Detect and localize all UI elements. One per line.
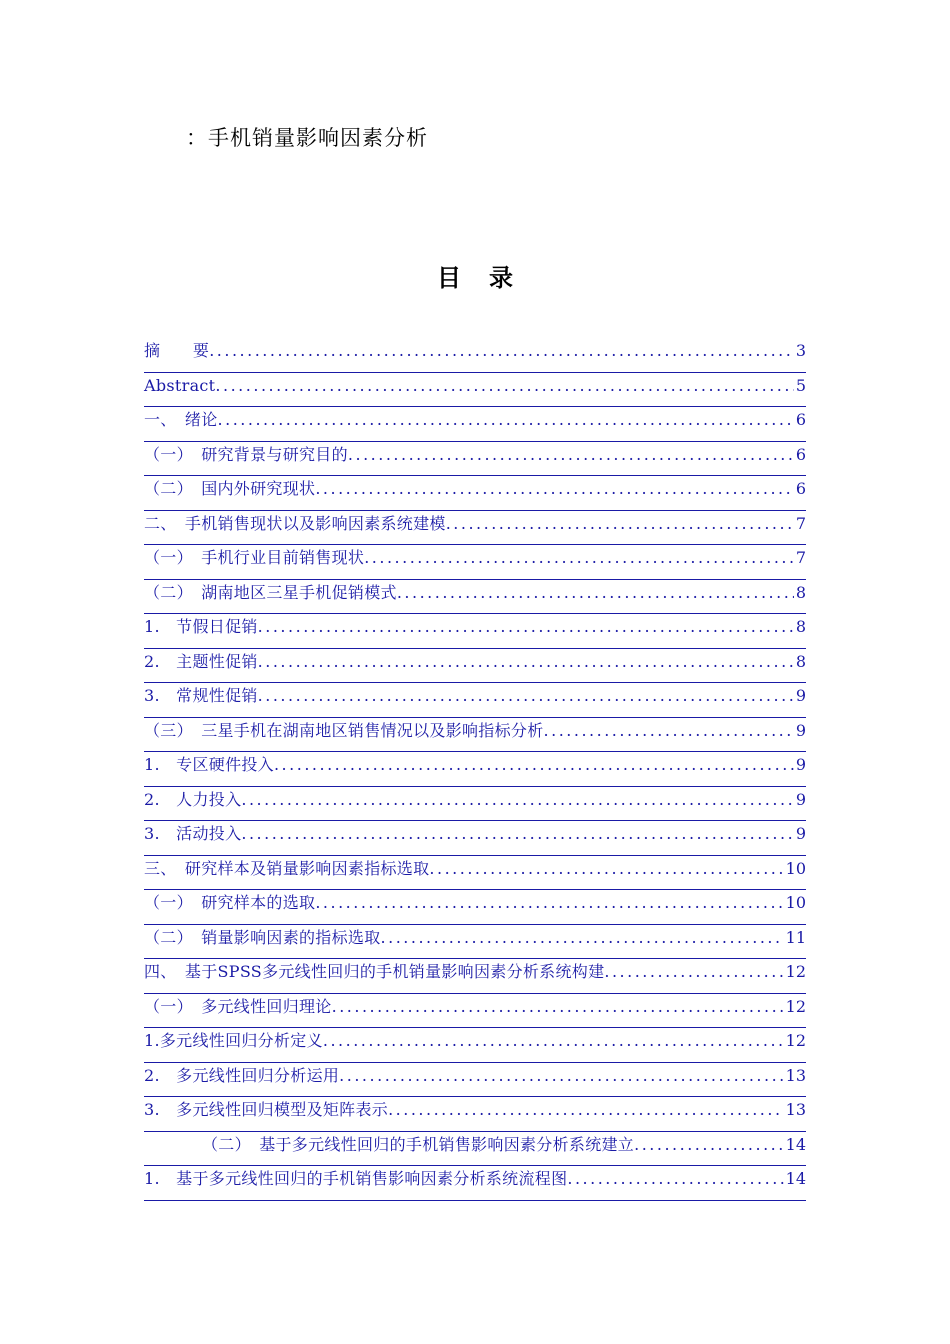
toc-entry-page: 12: [785, 962, 806, 981]
toc-leader-dots: [241, 821, 793, 847]
toc-leader-dots: [348, 442, 794, 468]
toc-entry-label: 2. 多元线性回归分析运用: [144, 1065, 340, 1085]
toc-entry-page: 12: [785, 1031, 806, 1050]
toc-entry-label: 3. 活动投入: [144, 824, 242, 843]
toc-entry-page: 14: [785, 1169, 806, 1188]
toc-leader-dots: [258, 614, 794, 640]
toc-entry-label: （二） 湖南地区三星手机促销模式: [144, 582, 397, 602]
toc-entry-page: 6: [795, 444, 806, 464]
toc-entry[interactable]: [144, 442, 806, 477]
toc-leader-dots: [397, 580, 794, 606]
toc-entry-page: 9: [795, 686, 806, 705]
toc-leader-dots: [315, 476, 794, 502]
toc-entry-label: Abstract: [144, 375, 216, 395]
toc-entry[interactable]: [144, 1132, 806, 1167]
toc-leader-dots: [218, 407, 794, 433]
toc-entry[interactable]: [144, 1028, 806, 1063]
toc-entry-label: 2. 人力投入: [144, 789, 242, 809]
toc-leader-dots: [634, 1132, 784, 1158]
toc-title-right: 录: [489, 264, 513, 292]
toc-entry-label: （二） 国内外研究现状: [144, 479, 316, 498]
toc-entry[interactable]: [144, 545, 806, 580]
toc-leader-dots: [339, 1063, 783, 1089]
toc-entry[interactable]: [144, 787, 806, 822]
toc-entry-page: 13: [785, 1100, 806, 1119]
toc-entry-label: 3. 常规性促销: [144, 686, 258, 705]
toc-title: [0, 258, 950, 293]
toc-entry[interactable]: [144, 476, 806, 511]
toc-entry[interactable]: [144, 821, 806, 856]
toc-entry-label: 3. 多元线性回归模型及矩阵表示: [144, 1100, 389, 1119]
toc-entry[interactable]: [144, 407, 806, 442]
toc-entry-label: 摘 要: [144, 341, 210, 360]
toc-entry[interactable]: [144, 649, 806, 684]
toc-leader-dots: [364, 545, 794, 571]
toc-entry-page: 8: [795, 617, 806, 636]
toc-entry-label: （二） 基于多元线性回归的手机销售影响因素分析系统建立: [202, 1134, 635, 1154]
toc-leader-dots: [332, 994, 784, 1020]
toc-entry-label: （一） 手机行业目前销售现状: [144, 548, 365, 567]
toc-entry-page: 9: [795, 824, 806, 843]
toc-entry-label: 一、 绪论: [144, 410, 218, 429]
toc-entry-page: 8: [795, 582, 806, 602]
toc-leader-dots: [315, 890, 783, 916]
toc-entry-page: 7: [795, 548, 806, 567]
document-topic: ：手机销量影响因素分析: [186, 126, 428, 150]
toc-entry[interactable]: [144, 1097, 806, 1132]
toc-entry-label: 四、 基于SPSS多元线性回归的手机销量影响因素分析系统构建: [144, 962, 605, 981]
toc-entry-label: 1. 节假日促销: [144, 617, 258, 636]
toc-entry[interactable]: [144, 1166, 806, 1201]
toc-entry[interactable]: [144, 994, 806, 1029]
toc-leader-dots: [567, 1166, 783, 1192]
toc-leader-dots: [429, 856, 783, 882]
toc-entry-label: （一） 研究背景与研究目的: [144, 444, 348, 464]
toc-entry-label: 2. 主题性促销: [144, 651, 258, 671]
toc-entry-page: 9: [795, 789, 806, 809]
toc-entry-page: 10: [785, 858, 806, 878]
toc-leader-dots: [215, 373, 793, 399]
toc-entry-label: 三、 研究样本及销量影响因素指标选取: [144, 858, 430, 878]
toc-leader-dots: [258, 683, 794, 709]
toc-entry[interactable]: [144, 373, 806, 408]
toc-entry-page: 10: [785, 893, 806, 912]
toc-entry-label: 1.多元线性回归分析定义: [144, 1031, 323, 1050]
toc-entry-page: 9: [795, 720, 806, 740]
toc-leader-dots: [544, 718, 794, 744]
toc-entry-page: 8: [795, 651, 806, 671]
toc-entry-page: 6: [795, 479, 806, 498]
toc-entry[interactable]: [144, 580, 806, 615]
toc-entry-page: 14: [785, 1134, 806, 1154]
toc-entry-page: 5: [795, 375, 806, 395]
toc-entry[interactable]: [144, 752, 806, 787]
toc-entry[interactable]: [144, 718, 806, 753]
toc-entry-label: 二、 手机销售现状以及影响因素系统建模: [144, 513, 446, 533]
toc-leader-dots: [381, 925, 784, 951]
toc-entry[interactable]: [144, 856, 806, 891]
toc-entry[interactable]: [144, 614, 806, 649]
toc-entry[interactable]: [144, 338, 806, 373]
toc-leader-dots: [323, 1028, 784, 1054]
toc-entry-label: （二） 销量影响因素的指标选取: [144, 927, 381, 947]
toc-entry-page: 12: [785, 996, 806, 1016]
toc-entry-label: （一） 研究样本的选取: [144, 893, 316, 912]
toc-entry[interactable]: [144, 925, 806, 960]
toc-leader-dots: [241, 787, 793, 813]
toc-leader-dots: [274, 752, 794, 778]
toc-entry-label: 1. 专区硬件投入: [144, 755, 274, 774]
toc-entry[interactable]: [144, 511, 806, 546]
toc-entry-page: 3: [795, 341, 806, 360]
toc-entry-page: 7: [795, 513, 806, 533]
toc-entry-page: 13: [785, 1065, 806, 1085]
toc-entry-page: 9: [795, 755, 806, 774]
toc-leader-dots: [388, 1097, 784, 1123]
toc-entry[interactable]: [144, 1063, 806, 1098]
toc-entry[interactable]: [144, 959, 806, 994]
toc-entry-label: （一） 多元线性回归理论: [144, 996, 332, 1016]
table-of-contents: [144, 338, 806, 1201]
toc-entry-label: （三） 三星手机在湖南地区销售情况以及影响指标分析: [144, 720, 544, 740]
toc-leader-dots: [604, 959, 783, 985]
toc-entry[interactable]: [144, 683, 806, 718]
toc-leader-dots: [209, 338, 794, 364]
toc-title-left: 目: [437, 264, 461, 292]
toc-entry[interactable]: [144, 890, 806, 925]
toc-entry-page: 6: [795, 410, 806, 429]
toc-entry-page: 11: [785, 927, 806, 947]
toc-leader-dots: [446, 511, 794, 537]
toc-entry-label: 1. 基于多元线性回归的手机销售影响因素分析系统流程图: [144, 1169, 568, 1188]
toc-leader-dots: [258, 649, 794, 675]
